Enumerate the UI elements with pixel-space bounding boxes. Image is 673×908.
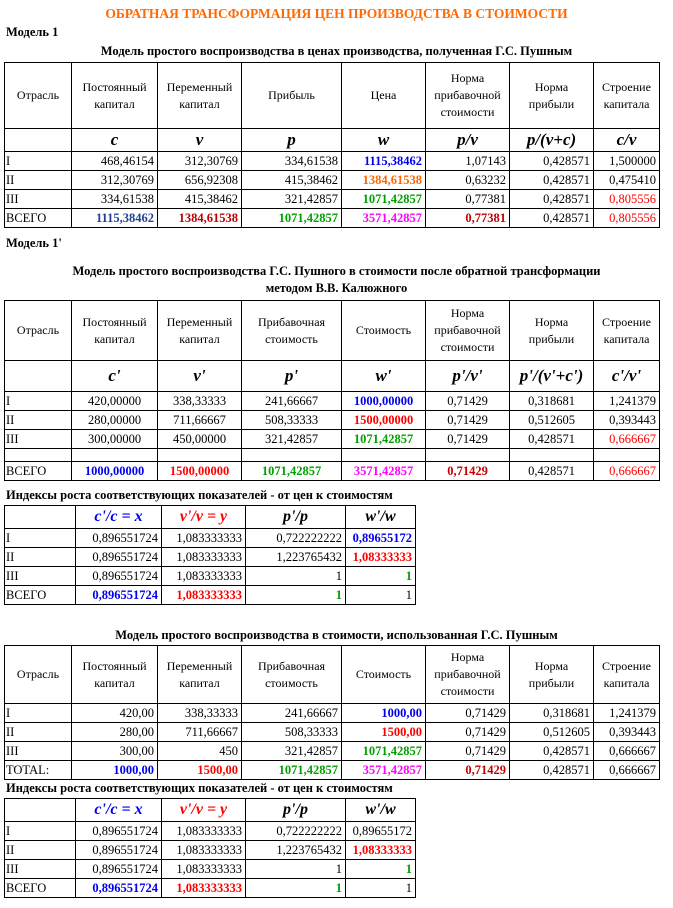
table-row <box>5 152 660 171</box>
data-cell: 0,896551724 <box>76 879 162 898</box>
symbol-cell: w'/w <box>346 799 416 822</box>
data-cell: 415,38462 <box>158 190 242 209</box>
symbol-cell: w <box>342 129 426 152</box>
data-cell: 0,805556 <box>594 190 660 209</box>
data-cell: 0,71429 <box>426 723 510 742</box>
row-label: TOTAL: <box>5 761 72 780</box>
data-cell: 0,71429 <box>426 430 510 449</box>
data-cell: 1 <box>346 586 416 605</box>
data-cell: 0,89655172 <box>346 822 416 841</box>
data-cell: 1 <box>246 879 346 898</box>
table-row <box>5 529 416 548</box>
header-cell: Норма прибыли <box>510 646 594 704</box>
data-cell: 1071,42857 <box>342 430 426 449</box>
data-cell: 0,428571 <box>510 462 594 481</box>
symbol-cell: p'/p <box>246 799 346 822</box>
table-row <box>5 879 416 898</box>
table-row <box>5 190 660 209</box>
symbol-cell: c' <box>72 361 158 392</box>
data-cell: 321,42857 <box>242 742 342 761</box>
data-cell: 0,512605 <box>510 723 594 742</box>
data-cell: 0,896551724 <box>76 841 162 860</box>
data-cell: 0,896551724 <box>76 548 162 567</box>
data-cell: 0,805556 <box>594 209 660 228</box>
data-cell: 0,512605 <box>510 411 594 430</box>
symbol-cell: c <box>72 129 158 152</box>
data-cell: 415,38462 <box>242 171 342 190</box>
symbol-cell <box>5 506 76 529</box>
data-cell: 1,083333333 <box>162 860 246 879</box>
data-cell: 0,722222222 <box>246 822 346 841</box>
data-cell: 338,33333 <box>158 704 242 723</box>
data-cell: 1071,42857 <box>242 462 342 481</box>
model1-table <box>4 62 660 228</box>
data-cell: 0,428571 <box>510 171 594 190</box>
data-cell: 1500,00000 <box>158 462 242 481</box>
table-row <box>5 462 660 481</box>
symbol-cell: v'/v = y <box>162 506 246 529</box>
data-cell: 1115,38462 <box>72 209 158 228</box>
row-label: III <box>5 742 72 761</box>
data-cell: 711,66667 <box>158 723 242 742</box>
data-cell: 1,500000 <box>594 152 660 171</box>
model1-subtitle: Модель простого воспроизводства в ценах производства, полученная Г.С. Пушным <box>100 44 573 58</box>
index1-table <box>4 505 416 605</box>
header-cell: Норма прибавочной стоимости <box>426 646 510 704</box>
table-row <box>5 548 416 567</box>
data-cell: 0,666667 <box>594 430 660 449</box>
data-cell: 1,223765432 <box>246 841 346 860</box>
symbol-cell: c/v <box>594 129 660 152</box>
data-cell: 1 <box>346 879 416 898</box>
row-label: III <box>5 567 76 586</box>
data-cell: 3571,42857 <box>342 209 426 228</box>
header-cell: Переменный капитал <box>158 646 242 704</box>
table-row <box>5 822 416 841</box>
row-label: II <box>5 411 72 430</box>
table-row <box>5 209 660 228</box>
data-cell: 3571,42857 <box>342 761 426 780</box>
data-cell: 450 <box>158 742 242 761</box>
header-cell: Строение капитала <box>594 646 660 704</box>
symbol-cell: v' <box>158 361 242 392</box>
data-cell: 1,241379 <box>594 704 660 723</box>
data-cell: 1115,38462 <box>342 152 426 171</box>
header-cell: Стоимость <box>342 301 426 361</box>
data-cell: 0,393443 <box>594 723 660 742</box>
data-cell: 0,475410 <box>594 171 660 190</box>
row-label: II <box>5 171 72 190</box>
data-cell: 241,66667 <box>242 392 342 411</box>
row-label: II <box>5 841 76 860</box>
table-row <box>5 430 660 449</box>
row-label: II <box>5 548 76 567</box>
data-cell: 1384,61538 <box>158 209 242 228</box>
symbol-cell: p' <box>242 361 342 392</box>
header-cell: Цена <box>342 63 426 129</box>
data-cell: 280,00 <box>72 723 158 742</box>
row-label: ВСЕГО <box>5 586 76 605</box>
data-cell: 0,71429 <box>426 462 510 481</box>
data-cell: 0,666667 <box>594 742 660 761</box>
symbol-cell: w' <box>342 361 426 392</box>
data-cell: 1,08333333 <box>346 841 416 860</box>
data-cell: 1 <box>246 586 346 605</box>
symbol-cell <box>5 361 72 392</box>
table-row <box>5 392 660 411</box>
header-cell: Норма прибыли <box>510 63 594 129</box>
model1p-label: Модель 1' <box>6 236 62 250</box>
data-cell: 0,71429 <box>426 411 510 430</box>
data-cell: 1071,42857 <box>342 742 426 761</box>
header-cell: Переменный капитал <box>158 63 242 129</box>
data-cell: 1000,00000 <box>72 462 158 481</box>
data-cell: 334,61538 <box>72 190 158 209</box>
row-label: I <box>5 822 76 841</box>
header-cell: Постоянный капитал <box>72 301 158 361</box>
data-cell: 0,428571 <box>510 761 594 780</box>
header-cell: Стоимость <box>342 646 426 704</box>
data-cell: 0,896551724 <box>76 822 162 841</box>
data-cell: 508,33333 <box>242 723 342 742</box>
data-cell: 1000,00000 <box>342 392 426 411</box>
table-row <box>5 567 416 586</box>
model1p-subtitle-1: Модель простого воспроизводства Г.С. Пушного в стоимости после обратной трансформации <box>72 264 601 278</box>
symbol-cell: c'/v' <box>594 361 660 392</box>
header-cell: Отрасль <box>5 646 72 704</box>
row-label: III <box>5 860 76 879</box>
data-cell: 1500,00 <box>342 723 426 742</box>
symbol-cell <box>5 129 72 152</box>
data-cell: 508,33333 <box>242 411 342 430</box>
table-row <box>5 411 660 430</box>
data-cell: 338,33333 <box>158 392 242 411</box>
data-cell: 1 <box>246 860 346 879</box>
data-cell: 1,08333333 <box>346 548 416 567</box>
data-cell: 1,07143 <box>426 152 510 171</box>
data-cell: 312,30769 <box>158 152 242 171</box>
table-row <box>5 860 416 879</box>
data-cell: 1,083333333 <box>162 586 246 605</box>
index2-table <box>4 798 416 898</box>
data-cell: 0,63232 <box>426 171 510 190</box>
data-cell: 0,318681 <box>510 704 594 723</box>
row-label: III <box>5 430 72 449</box>
data-cell: 0,77381 <box>426 209 510 228</box>
data-cell: 0,428571 <box>510 742 594 761</box>
data-cell: 1 <box>246 567 346 586</box>
row-label: II <box>5 723 72 742</box>
data-cell: 1,223765432 <box>246 548 346 567</box>
header-cell: Строение капитала <box>594 63 660 129</box>
header-cell: Прибавочная стоимость <box>242 301 342 361</box>
row-label: III <box>5 190 72 209</box>
model2-subtitle: Модель простого воспроизводства в стоимости, использованная Г.С. Пушным <box>115 628 558 642</box>
data-cell: 0,71429 <box>426 392 510 411</box>
data-cell: 334,61538 <box>242 152 342 171</box>
data-cell: 1,083333333 <box>162 841 246 860</box>
table-row <box>5 841 416 860</box>
symbol-cell: c'/c = x <box>76 799 162 822</box>
header-cell: Норма прибавочной стоимости <box>426 63 510 129</box>
data-cell: 0,896551724 <box>76 860 162 879</box>
table-row <box>5 586 416 605</box>
data-cell: 1071,42857 <box>342 190 426 209</box>
data-cell: 312,30769 <box>72 171 158 190</box>
data-cell: 0,393443 <box>594 411 660 430</box>
data-cell: 0,89655172 <box>346 529 416 548</box>
data-cell: 450,00000 <box>158 430 242 449</box>
index1-label: Индексы роста соответствующих показателей - от цен к стоимостям <box>6 488 393 502</box>
row-label: ВСЕГО <box>5 462 72 481</box>
header-cell: Постоянный капитал <box>72 63 158 129</box>
data-cell: 1071,42857 <box>242 209 342 228</box>
data-cell: 0,722222222 <box>246 529 346 548</box>
data-cell: 321,42857 <box>242 190 342 209</box>
header-cell: Прибыль <box>242 63 342 129</box>
data-cell: 0,71429 <box>426 704 510 723</box>
data-cell: 3571,42857 <box>342 462 426 481</box>
table-row <box>5 171 660 190</box>
data-cell: 0,71429 <box>426 761 510 780</box>
header-cell: Отрасль <box>5 301 72 361</box>
data-cell: 0,428571 <box>510 190 594 209</box>
data-cell: 468,46154 <box>72 152 158 171</box>
page-title: ОБРАТНАЯ ТРАНСФОРМАЦИЯ ЦЕН ПРОИЗВОДСТВА В СТОИМОСТИ <box>105 6 568 21</box>
table-row <box>5 761 660 780</box>
data-cell: 0,896551724 <box>76 586 162 605</box>
index2-label: Индексы роста соответствующих показателей - от цен к стоимостям <box>6 781 393 795</box>
row-label: ВСЕГО <box>5 209 72 228</box>
header-cell: Прибавочная стоимость <box>242 646 342 704</box>
data-cell: 1,083333333 <box>162 879 246 898</box>
header-cell: Норма прибыли <box>510 301 594 361</box>
model1-label: Модель 1 <box>6 25 59 39</box>
row-label: I <box>5 704 72 723</box>
data-cell: 300,00 <box>72 742 158 761</box>
data-cell: 241,66667 <box>242 704 342 723</box>
data-cell: 711,66667 <box>158 411 242 430</box>
data-cell: 0,896551724 <box>76 529 162 548</box>
symbol-cell: w'/w <box>346 506 416 529</box>
symbol-cell: p/v <box>426 129 510 152</box>
table-row <box>5 742 660 761</box>
data-cell: 0,896551724 <box>76 567 162 586</box>
symbol-cell: p'/v' <box>426 361 510 392</box>
data-cell: 0,428571 <box>510 430 594 449</box>
data-cell: 1500,00 <box>158 761 242 780</box>
data-cell: 0,428571 <box>510 152 594 171</box>
data-cell: 1500,00000 <box>342 411 426 430</box>
data-cell: 1,083333333 <box>162 529 246 548</box>
symbol-cell <box>5 799 76 822</box>
data-cell: 1,083333333 <box>162 567 246 586</box>
header-cell: Переменный капитал <box>158 301 242 361</box>
data-cell: 420,00000 <box>72 392 158 411</box>
model1p-table <box>4 300 660 481</box>
symbol-cell: p/(v+c) <box>510 129 594 152</box>
data-cell: 1,083333333 <box>162 548 246 567</box>
header-cell: Норма прибавочной стоимости <box>426 301 510 361</box>
data-cell: 1384,61538 <box>342 171 426 190</box>
row-label: I <box>5 529 76 548</box>
table-row <box>5 704 660 723</box>
model1p-subtitle-2: методом В.В. Калюжного <box>265 281 408 295</box>
data-cell: 1,083333333 <box>162 822 246 841</box>
row-label: I <box>5 392 72 411</box>
data-cell: 300,00000 <box>72 430 158 449</box>
symbol-cell: c'/c = x <box>76 506 162 529</box>
header-cell: Отрасль <box>5 63 72 129</box>
symbol-cell: p'/p <box>246 506 346 529</box>
data-cell: 656,92308 <box>158 171 242 190</box>
row-label: I <box>5 152 72 171</box>
symbol-cell: p'/(v'+c') <box>510 361 594 392</box>
header-cell: Строение капитала <box>594 301 660 361</box>
model2-table <box>4 645 660 780</box>
data-cell: 0,71429 <box>426 742 510 761</box>
data-cell: 0,666667 <box>594 462 660 481</box>
data-cell: 1071,42857 <box>242 761 342 780</box>
header-cell: Постоянный капитал <box>72 646 158 704</box>
data-cell: 0,428571 <box>510 209 594 228</box>
data-cell: 1000,00 <box>342 704 426 723</box>
data-cell: 0,666667 <box>594 761 660 780</box>
symbol-cell: v <box>158 129 242 152</box>
symbol-cell: v'/v = y <box>162 799 246 822</box>
data-cell: 1,241379 <box>594 392 660 411</box>
symbol-cell: p <box>242 129 342 152</box>
data-cell: 1000,00 <box>72 761 158 780</box>
table-row <box>5 723 660 742</box>
data-cell: 420,00 <box>72 704 158 723</box>
data-cell: 321,42857 <box>242 430 342 449</box>
data-cell: 1 <box>346 567 416 586</box>
data-cell: 1 <box>346 860 416 879</box>
row-label: ВСЕГО <box>5 879 76 898</box>
data-cell: 0,318681 <box>510 392 594 411</box>
data-cell: 280,00000 <box>72 411 158 430</box>
data-cell: 0,77381 <box>426 190 510 209</box>
